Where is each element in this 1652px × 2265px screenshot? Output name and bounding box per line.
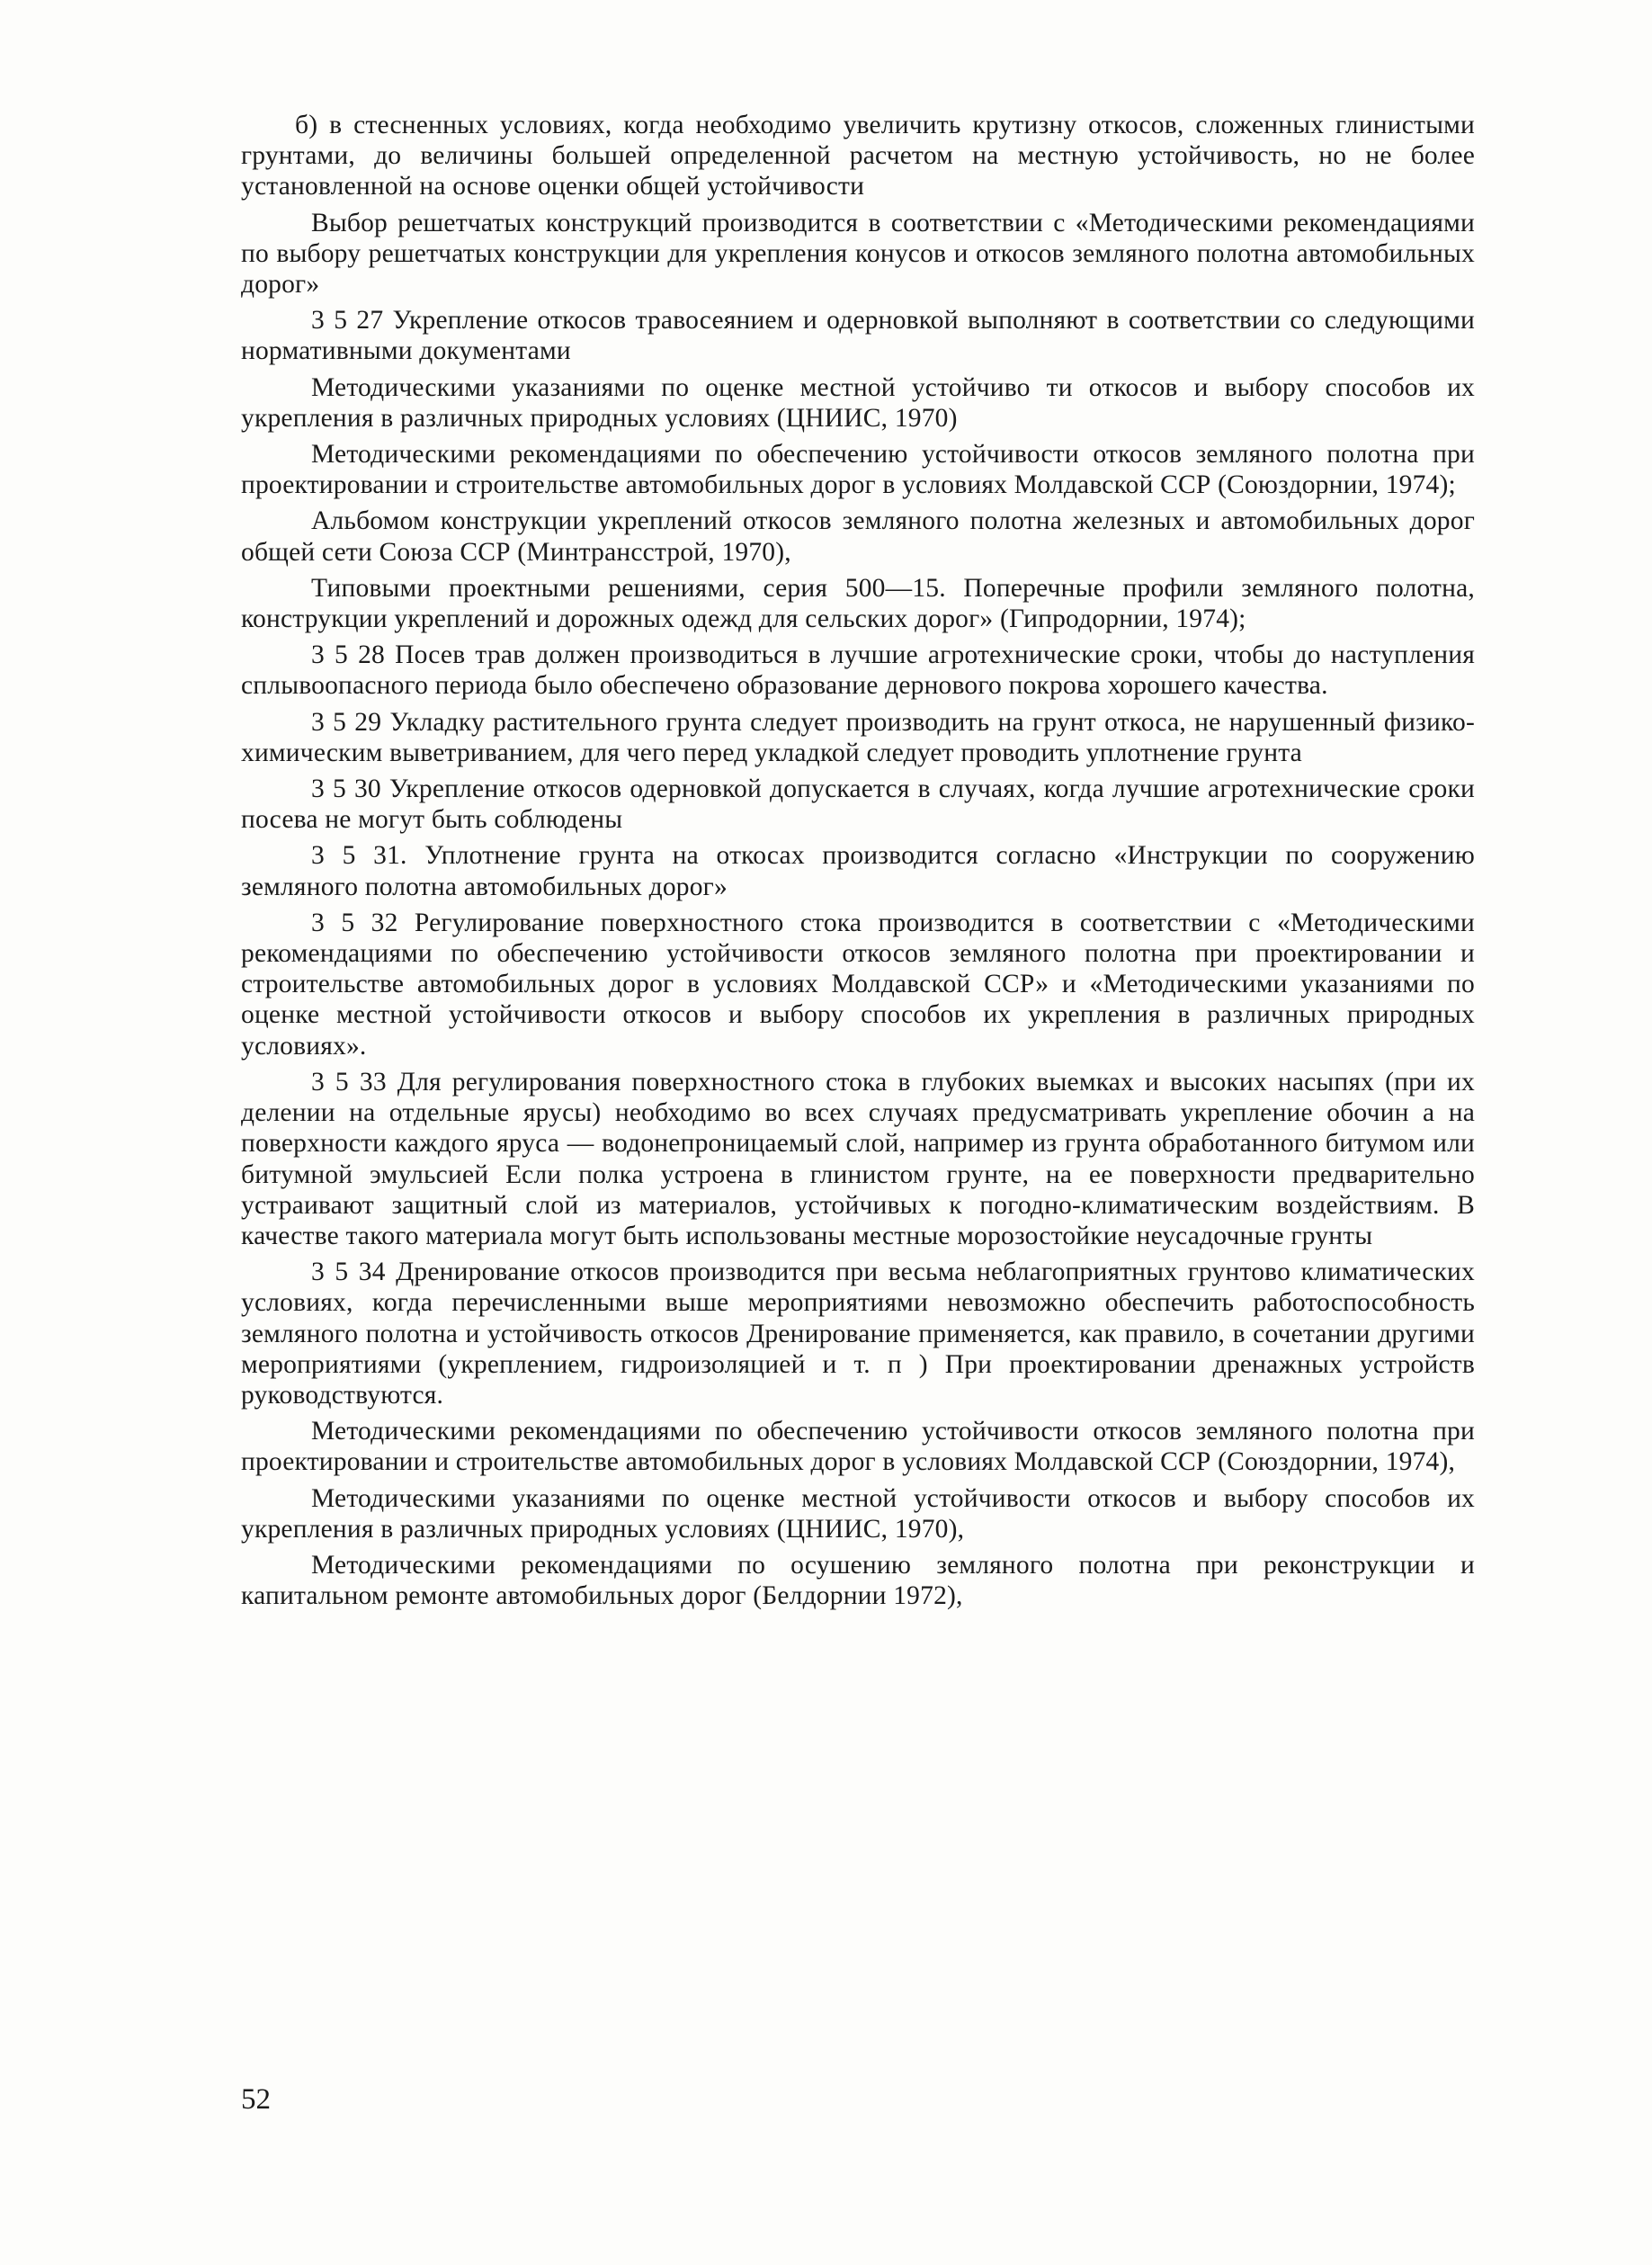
paragraph-3-5-28: 3 5 28 Посев трав должен производиться в лучшие агротехнические сроки, чтобы до наступления сплывоопасного периода было обеспечено образование дернового покрова хорошего качества. <box>241 640 1475 701</box>
body-text <box>241 110 1475 1616</box>
paragraph-reference-cniis-1970: Методическими указаниями по оценке местной устойчиво ти откосов и выбору способов их укрепления в различных природных условиях (ЦНИИС, 1970) <box>241 372 1475 433</box>
paragraph-reference-cniis-1970-b: Методическими указаниями по оценке местной устойчивости откосов и выбору способов их укрепления в различных природных условиях (ЦНИИС, 1970), <box>241 1483 1475 1544</box>
paragraph-lattice-structures: Выбор решетчатых конструкций производится в соответствии с «Методическими рекомендациями по выбору решетчатых конструкции для укрепления конусов и откосов земляного полотна автомобильных дорог» <box>241 208 1475 300</box>
paragraph-3-5-32: 3 5 32 Регулирование поверхностного стока производится в соответствии с «Методическими рекомендациями по обеспечению устойчивости откосов земляного полотна при проектировании и строительстве автомобильных дорог в условиях Молдавской ССР» и «Методическими указаниями по оценке местной устойчивости откосов и выбору способов их укрепления в различных природных условиях». <box>241 908 1475 1061</box>
paragraph-reference-soyuzdornii-1974-b: Методическими рекомендациями по обеспечению устойчивости откосов земляного полотна при проектировании и строительстве автомобильных дорог в условиях Молдавской ССР (Союздорнии, 1974), <box>241 1417 1475 1477</box>
page-number: 52 <box>241 2083 271 2116</box>
paragraph-3-5-27: 3 5 27 Укрепление откосов травосеянием и одерновкой выполняют в соответствии со следующими нормативными документами <box>241 306 1475 366</box>
paragraph-reference-series-500-15: Типовыми проектными решениями, серия 500—15. Поперечные профили земляного полотна, конструкции укреплений и дорожных одежд для сельских дорог» (Гипродорнии, 1974); <box>241 573 1475 634</box>
paragraph-reference-soyuzdornii-1974: Методическими рекомендациями по обеспечению устойчивости откосов земляного полотна при проектировании и строительстве автомобильных дорог в условиях Молдавской ССР (Союздорнии, 1974); <box>241 440 1475 500</box>
paragraph-3-5-30: 3 5 30 Укрепление откосов одерновкой допускается в случаях, когда лучшие агротехнические сроки посева не могут быть соблюдены <box>241 774 1475 835</box>
paragraph-3-5-29: 3 5 29 Укладку растительного грунта следует производить на грунт откоса, не нарушенный физико-химическим выветриванием, для чего перед укладкой следует проводить уплотнение грунта <box>241 707 1475 767</box>
paragraph-3-5-34: 3 5 34 Дренирование откосов производится при весьма неблагоприятных грунтово климатических условиях, когда перечисленными выше мероприятиями невозможно обеспечить работоспособность земляного полотна и устойчивость откосов Дренирование применяется, как правило, в сочетании другими мероприятиями (укреплением, гидроизоляцией и т. п ) При проектировании дренажных устройств руководствуются. <box>241 1258 1475 1410</box>
paragraph-reference-beldornii-1972: Методическими рекомендациями по осушению земляного полотна при реконструкции и капитальном ремонте автомобильных дорог (Белдорнии 1972), <box>241 1550 1475 1611</box>
paragraph-3-5-33: 3 5 33 Для регулирования поверхностного стока в глубоких выемках и высоких насыпях (при их делении на отдельные ярусы) необходимо во всех случаях предусматривать укрепление обочин а на поверхности каждого яруса — водонепроницаемый слой, например из грунта обработанного битумом или битумной эмульсией Если полка устроена в глинистом грунте, на ее поверхности предварительно устраивают защитный слой из материалов, устойчивых к погодно-климатическим воздействиям. В качестве такого материала могут быть использованы местные морозостойкие неусадочные грунты <box>241 1067 1475 1250</box>
paragraph-3-5-31: 3 5 31. Уплотнение грунта на откосах производится согласно «Инструкции по сооружению земляного полотна автомобильных дорог» <box>241 841 1475 901</box>
paragraph-reference-album-1970: Альбомом конструкции укреплений откосов земляного полотна железных и автомобильных дорог общей сети Союза ССР (Минтрансстрой, 1970), <box>241 506 1475 567</box>
paragraph-item-b: б) в стесненных условиях, когда необходимо увеличить крутизну откосов, сложенных глинистыми грунтами, до величины большей определенной расчетом на местную устойчивость, но не более установленной на основе оценки общей устойчивости <box>241 111 1475 201</box>
